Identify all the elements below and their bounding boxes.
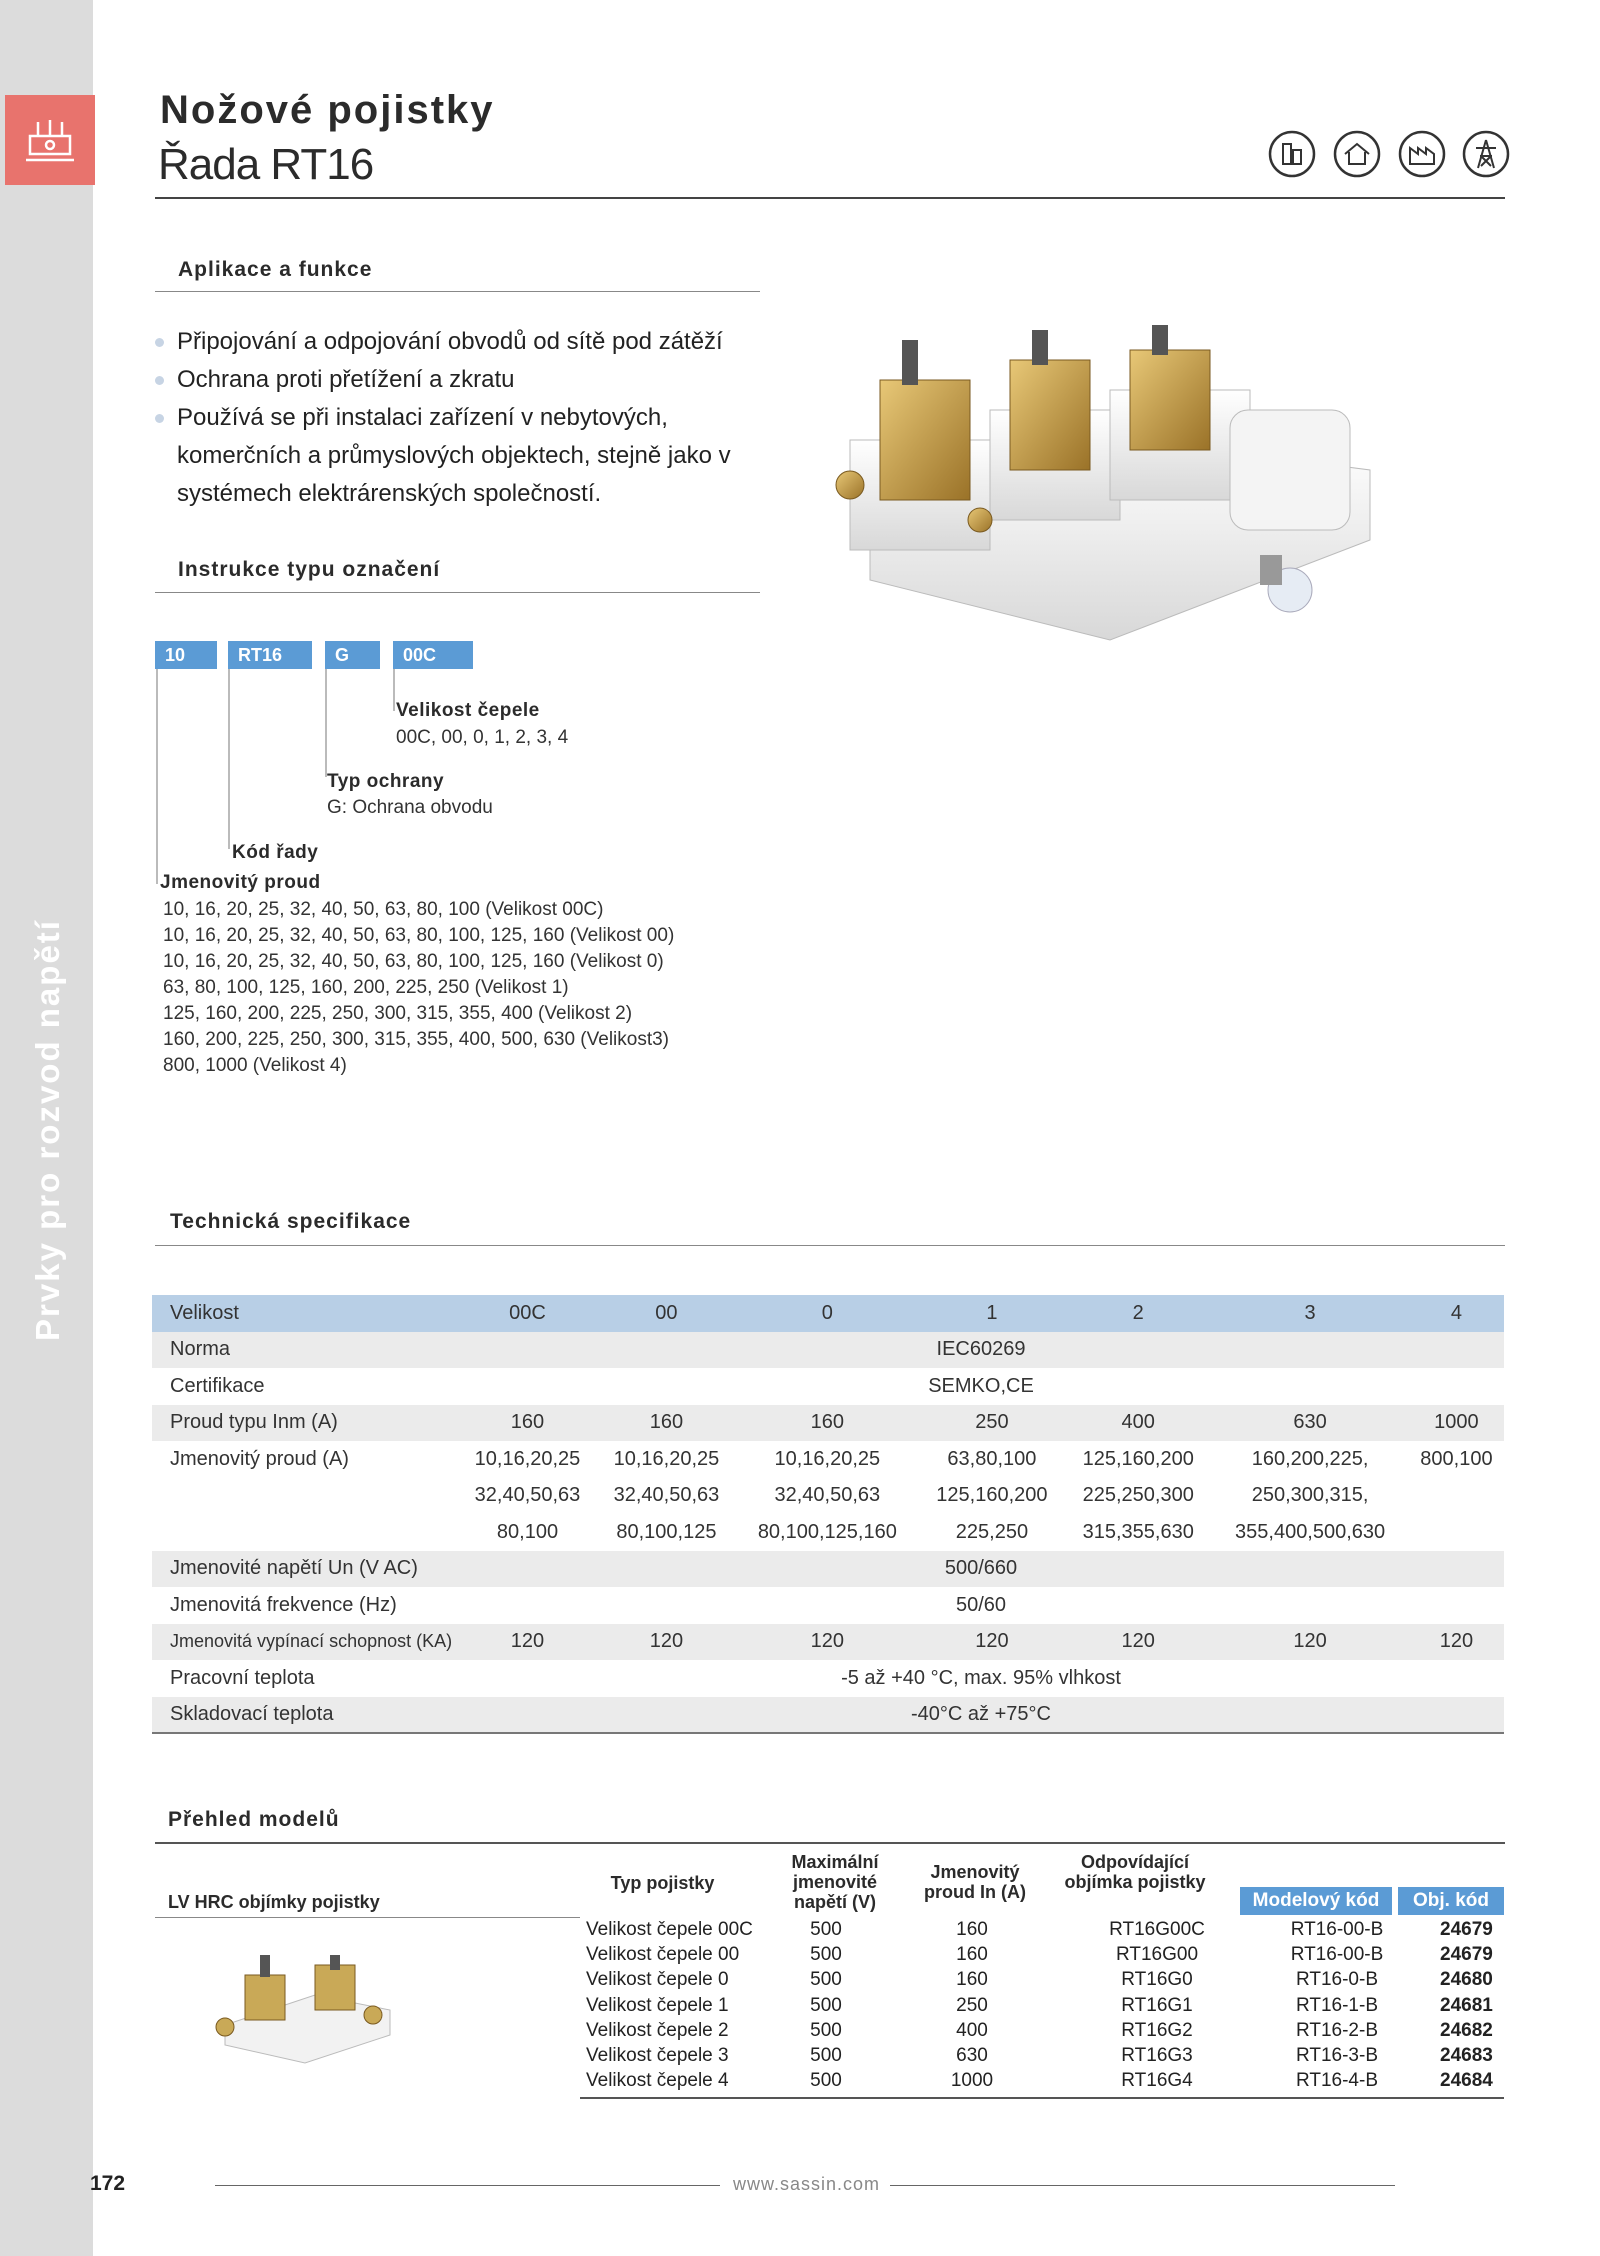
col-voltage-header: Maximální jmenovité napětí (V) [791,1852,879,1912]
code-box-protection: G [325,641,380,669]
current-line: 63, 80, 100, 125, 160, 200, 225, 250 (Velikost 1) [163,977,569,998]
model-holder-cell: RT16G1 [1121,1994,1193,2016]
spec-label: Certifikace [170,1374,265,1397]
building-icon [1268,130,1316,178]
blade-size-label: Velikost čepele [396,700,540,721]
table-row [152,1405,1504,1442]
spec-cell: 80,100,125 [616,1520,717,1543]
model-type-cell: Velikost čepele 3 [586,2045,729,2067]
table-row [580,2018,1502,2043]
model-obj-cell: 24682 [1440,2019,1493,2041]
model-type-cell: Velikost čepele 4 [586,2070,729,2092]
table-row [152,1332,1504,1369]
spec-table [152,1295,1504,1734]
spec-section-title: Technická specifikace [170,1210,412,1233]
spec-cell: 10,16,20,25 [474,1447,581,1470]
model-voltage-cell: 500 [810,1943,842,1965]
spec-label: Jmenovitá vypínací schopnost (KA) [152,1624,458,1661]
spec-cell: 120 [1211,1624,1408,1661]
spec-label: Jmenovitá frekvence (Hz) [170,1593,397,1616]
table-row [152,1551,1504,1588]
models-bottom-divider [580,2097,1504,2099]
st-temp-value: -40°C až +75°C [458,1697,1504,1734]
model-code-cell: RT16-4-B [1295,2070,1378,2092]
page-number: 172 [90,2172,126,2195]
category-icon-box [5,95,95,185]
designation-connector [393,669,395,711]
col-holder-header: Odpovídající objímka pojistky [1064,1852,1206,1892]
spec-cell: 315,355,630 [1082,1520,1194,1543]
spec-cell: 10,16,20,25 [774,1447,881,1470]
fuse-holder-photo [205,1955,395,2065]
size-cell: 00C [458,1295,597,1332]
spec-cell: 32,40,50,63 [613,1484,720,1507]
model-holder-cell: RT16G4 [1121,2070,1193,2092]
model-current-cell: 160 [956,1943,988,1965]
spec-cell: 10,16,20,25 [613,1447,720,1470]
model-voltage-cell: 500 [810,2070,842,2092]
factory-icon [1398,130,1446,178]
spec-cell: 120 [1409,1624,1504,1661]
spec-cell: 225,250 [955,1520,1029,1543]
sidebar-section-text: Prvky pro rozvod napětí [29,919,66,1341]
spec-label: Norma [152,1332,458,1369]
col-obj-header: Obj. kód [1398,1887,1504,1915]
application-section-divider [155,291,760,292]
spec-cell: 120 [919,1624,1065,1661]
page-title: Nožové pojistky [160,88,495,132]
page-subtitle: Řada RT16 [158,140,374,189]
size-cell: 2 [1065,1295,1211,1332]
application-bullet-list [155,323,795,513]
cert-value: SEMKO,CE [928,1374,1034,1397]
norm-value: IEC60269 [458,1332,1504,1369]
application-section-title: Aplikace a funkce [178,258,373,281]
model-type-cell: Velikost čepele 0 [586,1969,729,1991]
designation-connector [156,669,158,884]
spec-label: Jmenovitý proud (A) [170,1447,349,1470]
current-values-list [163,897,674,1079]
freq-value: 50/60 [955,1593,1007,1616]
model-voltage-cell: 500 [810,1994,842,2016]
col-current-header: Jmenovitý proud In (A) [924,1862,1026,1902]
size-cell: 0 [736,1295,919,1332]
spec-cell: 160 [736,1405,919,1442]
table-row [580,2043,1502,2068]
model-voltage-cell: 500 [810,1918,842,1940]
model-obj-cell: 24679 [1440,1918,1493,1940]
table-row [580,1942,1502,1967]
designation-section-divider [155,592,760,593]
current-line: 10, 16, 20, 25, 32, 40, 50, 63, 80, 100, 125, 160 (Velikost 0) [163,951,664,972]
spec-cell: 120 [597,1624,736,1661]
current-line: 10, 16, 20, 25, 32, 40, 50, 63, 80, 100 (Velikost 00C) [163,899,604,920]
spec-cell: 120 [736,1624,919,1661]
spec-cell: 160 [458,1405,597,1442]
spec-cell: 125,160,200 [936,1484,1048,1507]
model-obj-cell: 24684 [1440,2070,1493,2092]
current-line: 800, 1000 (Velikost 4) [163,1055,347,1076]
spec-cell: 160,200,225, [1251,1447,1369,1470]
bullet-item: Připojování a odpojování obvodů od sítě pod zátěží [155,323,795,361]
model-code-cell: RT16-1-B [1295,1994,1378,2016]
designation-section-title: Instrukce typu označení [178,558,441,581]
table-row [152,1514,1504,1551]
footer-line-left [215,2185,720,2186]
code-box-current: 10 [155,641,217,669]
size-cell: 1 [919,1295,1065,1332]
model-holder-cell: RT16G00C [1109,1918,1205,1940]
spec-cell: 32,40,50,63 [474,1484,581,1507]
spec-section-divider [155,1245,1505,1246]
table-row [580,1917,1502,1942]
model-current-cell: 630 [956,2045,988,2067]
models-table [580,1917,1502,2094]
spec-cell [1409,1478,1504,1515]
spec-cell: 225,250,300 [1082,1484,1194,1507]
table-row [152,1660,1504,1697]
table-row [152,1697,1504,1734]
col-code-header: Modelový kód [1240,1887,1392,1915]
model-current-cell: 250 [956,1994,988,2016]
substation-icon [20,110,80,170]
spec-cell: 63,80,100 [947,1447,1037,1470]
model-code-cell: RT16-0-B [1295,1969,1378,1991]
footer-url[interactable]: www.sassin.com [733,2174,881,2194]
home-icon [1333,130,1381,178]
model-holder-cell: RT16G0 [1121,1969,1193,1991]
spec-label: Skladovací teplota [152,1697,458,1734]
model-current-cell: 160 [956,1969,988,1991]
holder-divider [155,1917,580,1918]
table-row [152,1295,1504,1332]
size-cell: 3 [1211,1295,1408,1332]
model-voltage-cell: 500 [810,2019,842,2041]
bullet-item: Používá se při instalaci zařízení v nebytových, komerčních a průmyslových objektech, stejně jako v systémech elektrárenských společností. [155,399,795,513]
current-line: 160, 200, 225, 250, 300, 315, 355, 400, 500, 630 (Velikost3) [163,1029,670,1050]
footer-line-right [890,2185,1395,2186]
spec-cell: 355,400,500,630 [1235,1520,1386,1543]
fuse-holder-product-photo [810,320,1390,650]
table-row [152,1478,1504,1515]
model-obj-cell: 24679 [1440,1943,1493,1965]
model-code-cell: RT16-00-B [1290,1918,1384,1940]
col-type-header: Typ pojistky [610,1873,715,1893]
voltage-value: 500/660 [458,1551,1504,1588]
spec-cell [1409,1514,1504,1551]
current-line: 125, 160, 200, 225, 250, 300, 315, 355, 400 (Velikost 2) [163,1003,633,1024]
table-row [152,1441,1504,1478]
size-cell: 4 [1409,1295,1504,1332]
spec-cell: 32,40,50,63 [774,1484,881,1507]
table-row [152,1368,1504,1405]
model-code-cell: RT16-3-B [1295,2045,1378,2067]
table-row [152,1624,1504,1661]
model-obj-cell: 24681 [1440,1994,1493,2016]
model-current-cell: 400 [956,2019,988,2041]
table-row [580,1968,1502,1993]
model-obj-cell: 24680 [1440,1969,1493,1991]
power-tower-icon [1462,130,1510,178]
designation-connector [325,669,327,777]
code-box-blade-size: 00C [393,641,473,669]
spec-cell: 630 [1211,1405,1408,1442]
op-temp-value: -5 až +40 °C, max. 95% vlhkost [841,1666,1121,1689]
table-row [152,1587,1504,1624]
current-label: Jmenovitý proud [160,872,321,893]
model-type-cell: Velikost čepele 00C [586,1918,753,1940]
spec-cell: 120 [458,1624,597,1661]
model-type-cell: Velikost čepele 2 [586,2019,729,2041]
spec-label: Proud typu Inm (A) [152,1405,458,1442]
spec-cell: 120 [1065,1624,1211,1661]
spec-cell: 125,160,200 [1082,1447,1194,1470]
spec-label: Jmenovité napětí Un (V AC) [152,1551,458,1588]
spec-cell: 80,100,125,160 [757,1520,897,1543]
model-holder-cell: RT16G00 [1115,1943,1199,1965]
table-row [580,2069,1502,2094]
model-holder-cell: RT16G3 [1121,2045,1193,2067]
bullet-item: Ochrana proti přetížení a zkratu [155,361,795,399]
code-box-series: RT16 [228,641,312,669]
protection-label: Typ ochrany [327,771,445,792]
model-obj-cell: 24683 [1440,2045,1493,2067]
model-code-cell: RT16-2-B [1295,2019,1378,2041]
model-type-cell: Velikost čepele 1 [586,1994,729,2016]
models-section-title: Přehled modelů [168,1808,340,1831]
model-type-cell: Velikost čepele 00 [586,1943,740,1965]
model-holder-cell: RT16G2 [1121,2019,1193,2041]
spec-cell: 250,300,315, [1251,1484,1369,1507]
size-cell: 00 [597,1295,736,1332]
spec-cell: 80,100 [496,1520,559,1543]
model-voltage-cell: 500 [810,1969,842,1991]
current-line: 10, 16, 20, 25, 32, 40, 50, 63, 80, 100, 125, 160 (Velikost 00) [163,925,675,946]
spec-label: Pracovní teplota [170,1666,315,1689]
spec-cell: 400 [1065,1405,1211,1442]
spec-cell: 800,100 [1420,1447,1493,1470]
holder-column-label: LV HRC objímky pojistky [168,1892,380,1912]
spec-cell: 160 [597,1405,736,1442]
model-current-cell: 1000 [950,2070,994,2092]
model-voltage-cell: 500 [810,2045,842,2067]
model-current-cell: 160 [956,1918,988,1940]
protection-values: G: Ochrana obvodu [327,797,493,818]
model-code-cell: RT16-00-B [1290,1943,1384,1965]
table-row [580,1993,1502,2018]
blade-size-values: 00C, 00, 0, 1, 2, 3, 4 [396,727,569,748]
spec-label: Velikost [152,1295,458,1332]
spec-cell: 250 [919,1405,1065,1442]
series-label: Kód řady [232,842,319,863]
designation-connector [228,669,230,849]
models-section-divider [155,1842,1505,1844]
header-divider [155,197,1505,199]
spec-cell: 1000 [1409,1405,1504,1442]
